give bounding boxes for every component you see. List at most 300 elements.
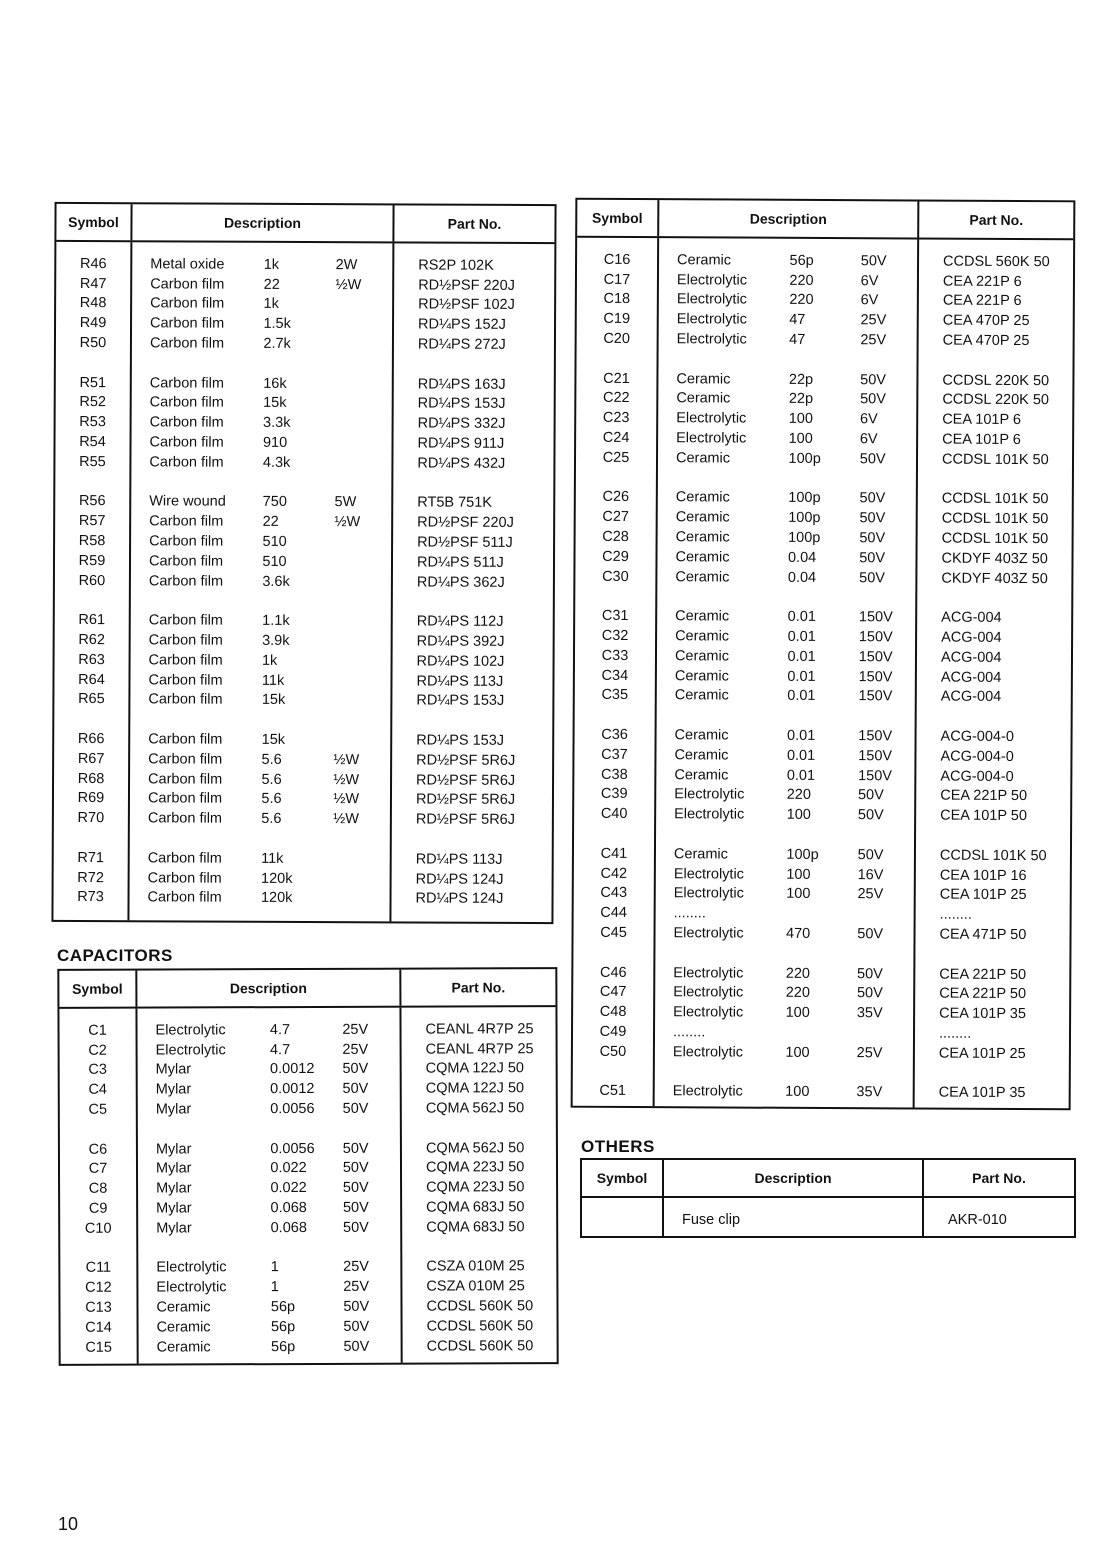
symbol-cell: R55	[79, 453, 106, 470]
table-row	[574, 903, 654, 923]
type-cell: Mylar	[155, 1101, 192, 1118]
table-body	[573, 238, 1074, 1109]
type-cell: Carbon film	[148, 632, 223, 649]
table-row	[658, 488, 916, 509]
table-row	[392, 869, 552, 889]
type-cell: Ceramic	[675, 450, 731, 467]
rating-cell: 50V	[342, 1199, 369, 1216]
type-cell: Ceramic	[675, 628, 730, 645]
table-row	[915, 925, 1069, 946]
value-cell: 220	[786, 787, 812, 804]
table-row	[574, 883, 654, 903]
table-header	[56, 204, 554, 244]
table-row	[55, 571, 129, 591]
table-row	[917, 608, 1071, 629]
rating-cell: 6V	[860, 292, 879, 309]
table-row	[393, 533, 553, 553]
table-row	[657, 686, 915, 707]
table-row	[132, 274, 392, 295]
table-row	[655, 983, 913, 1004]
table-row	[132, 353, 392, 374]
symbol-header: Symbol	[72, 980, 123, 997]
value-cell: 100	[788, 430, 813, 448]
part-no-cell: RD¼PS 153J	[416, 692, 505, 710]
rating-cell: 25V	[860, 332, 887, 349]
value-cell: 220	[789, 292, 814, 309]
type-cell: Carbon film	[148, 731, 223, 748]
table-row	[576, 349, 656, 369]
table-row	[657, 567, 915, 588]
type-cell: Carbon film	[147, 850, 222, 867]
rating-cell: 16V	[857, 866, 884, 883]
type-cell: Ceramic	[677, 252, 732, 269]
symbol-cell: R61	[78, 612, 106, 629]
symbol-cell: C10	[84, 1220, 112, 1237]
description-column	[662, 1198, 922, 1236]
table-row	[574, 863, 654, 883]
type-cell: Carbon film	[148, 751, 223, 768]
symbol-cell: R69	[77, 790, 105, 807]
symbol-cell: R46	[79, 255, 107, 273]
table-row	[574, 764, 654, 784]
type-cell: Mylar	[155, 1081, 192, 1098]
symbol-cell: C41	[600, 845, 628, 862]
table-row	[657, 547, 915, 568]
table-row	[132, 333, 392, 354]
table-row	[656, 804, 914, 825]
part-no-column	[913, 239, 1074, 1108]
table-row	[138, 1079, 400, 1100]
part-no-cell: RD¼PS 272J	[417, 336, 506, 353]
symbol-cell: C19	[603, 311, 631, 328]
table-row	[657, 725, 915, 746]
part-no-cell: CEA 101P 35	[939, 1005, 1026, 1023]
symbol-cell: C4	[88, 1081, 108, 1099]
table-row	[55, 432, 129, 452]
value-cell: 15k	[261, 692, 286, 709]
table-row	[576, 368, 656, 388]
table-row	[130, 828, 390, 849]
rating-cell: ½W	[333, 791, 360, 808]
symbol-cell: C45	[600, 924, 627, 941]
value-cell: 5.6	[261, 791, 282, 808]
table-row	[402, 1079, 556, 1099]
type-cell: Electrolytic	[674, 806, 745, 823]
table-row	[56, 412, 130, 432]
value-cell: 15k	[261, 731, 286, 748]
rating-cell: 6V	[859, 411, 878, 428]
part-no-cell: RD¼PS 102J	[416, 653, 505, 670]
type-cell: Electrolytic	[673, 984, 744, 1001]
symbol-cell: C35	[601, 687, 629, 704]
table-row	[573, 943, 653, 963]
rating-cell: 150V	[858, 767, 893, 784]
table-row	[919, 271, 1073, 292]
type-cell: Mylar	[155, 1141, 192, 1158]
type-cell: Ceramic	[675, 608, 730, 625]
symbol-cell: R66	[77, 731, 105, 748]
table-row	[392, 691, 552, 711]
symbol-cell: C29	[602, 548, 629, 565]
table-header	[59, 969, 555, 1009]
description-column	[135, 1008, 400, 1364]
rating-cell: 50V	[857, 846, 884, 864]
rating-cell: 50V	[342, 1160, 369, 1177]
symbol-cell: C23	[602, 410, 630, 427]
value-cell: 11k	[261, 672, 285, 689]
value-cell: 120k	[261, 870, 293, 887]
value-cell: 1.1k	[262, 613, 290, 630]
table-row	[658, 409, 916, 430]
table-row	[131, 452, 391, 473]
type-cell: Carbon film	[148, 652, 223, 669]
type-cell: Carbon film	[149, 454, 224, 471]
rating-cell: ½W	[333, 811, 359, 828]
table-row	[55, 590, 129, 610]
table-row	[916, 786, 1070, 807]
table-row	[918, 410, 1072, 431]
table-row	[60, 1139, 136, 1159]
rating-cell: 25V	[342, 1041, 369, 1058]
table-row	[915, 1024, 1069, 1045]
value-cell: 0.0012	[270, 1061, 315, 1078]
table-row	[576, 467, 656, 487]
table-row	[657, 705, 915, 726]
symbol-cell: C12	[85, 1279, 112, 1297]
type-cell: Electrolytic	[676, 271, 748, 289]
symbol-cell: R51	[79, 374, 107, 391]
part-no-cell: CEA 101P 35	[938, 1084, 1026, 1102]
symbol-cell: R57	[78, 513, 106, 530]
part-no-cell: RD¼PS 152J	[418, 316, 506, 334]
type-cell: Carbon film	[149, 394, 224, 412]
value-cell: 56p	[270, 1338, 296, 1355]
value-cell: 0.022	[270, 1160, 307, 1177]
table-row	[574, 804, 654, 824]
table-row	[393, 632, 553, 652]
value-cell: 0.01	[787, 609, 816, 626]
table-row	[916, 885, 1070, 906]
table-row	[138, 1198, 400, 1219]
table-row	[919, 311, 1073, 332]
table-row	[56, 294, 130, 314]
table-row	[657, 587, 915, 608]
table-row	[55, 452, 129, 472]
table-row	[917, 647, 1071, 668]
table-row	[573, 1061, 653, 1081]
type-cell: Carbon film	[148, 553, 224, 570]
rating-cell: 35V	[856, 1005, 883, 1022]
table-row	[573, 1081, 653, 1101]
table-row	[573, 923, 653, 943]
part-no-cell: CCDSL 101K 50	[941, 451, 1049, 469]
type-cell: Ceramic	[674, 766, 729, 784]
table-row	[394, 315, 554, 335]
rating-cell: 50V	[859, 451, 886, 468]
table-row	[915, 1043, 1069, 1064]
table-row	[656, 765, 914, 786]
table-row	[54, 709, 128, 729]
part-no-cell: RT5B 751K	[417, 494, 493, 512]
table-row	[393, 572, 553, 592]
table-row	[138, 1237, 400, 1258]
table-row	[575, 566, 655, 586]
symbol-cell: R58	[78, 533, 106, 550]
rating-cell: 150V	[858, 728, 893, 745]
table-row	[659, 290, 917, 311]
part-no-cell: CEA 101P 25	[938, 1045, 1026, 1062]
table-row	[658, 527, 916, 548]
value-cell: 4.7	[269, 1041, 291, 1058]
value-cell: 1k	[263, 296, 279, 313]
part-no-cell: CQMA 562J 50	[425, 1139, 525, 1157]
table-row	[918, 469, 1072, 490]
table-row	[55, 551, 129, 571]
symbol-cell: C32	[601, 627, 629, 645]
table-row	[60, 1179, 136, 1199]
table-row	[574, 824, 654, 844]
table-row	[657, 626, 915, 647]
value-cell: 100	[785, 1044, 810, 1061]
type-cell: Electrolytic	[155, 1022, 226, 1039]
table-row	[393, 513, 553, 533]
rating-cell: 50V	[342, 1180, 369, 1197]
table-row	[657, 646, 915, 667]
table-row	[61, 1337, 137, 1357]
type-cell: Ceramic	[674, 667, 729, 685]
rating-cell: 50V	[856, 985, 883, 1002]
type-cell: Metal oxide	[150, 256, 225, 273]
type-cell: Carbon film	[148, 671, 223, 689]
value-cell: 47	[789, 331, 806, 348]
table-row	[139, 1317, 401, 1338]
table-row	[393, 453, 553, 473]
table-row	[56, 313, 130, 333]
rating-cell: 50V	[342, 1219, 369, 1236]
table-row	[655, 923, 913, 944]
symbol-cell: C3	[88, 1062, 107, 1079]
table-row	[656, 745, 914, 766]
type-cell: Carbon film	[149, 374, 224, 392]
table-row	[392, 750, 552, 770]
value-cell: 0.04	[787, 549, 817, 566]
rating-cell: 150V	[858, 629, 893, 646]
table-row	[54, 808, 128, 828]
description-header: Description	[135, 970, 399, 1007]
value-cell: 1k	[263, 256, 280, 273]
table-row	[394, 414, 554, 434]
type-cell: Electrolytic	[673, 964, 744, 982]
value-cell: 0.01	[787, 727, 816, 744]
part-no-cell: CCDSL 220K 50	[942, 392, 1050, 409]
symbol-cell: R64	[78, 671, 105, 688]
table-row	[402, 1118, 556, 1138]
type-cell: Ceramic	[675, 549, 730, 566]
rating-cell: 25V	[343, 1259, 370, 1276]
table-row	[55, 630, 129, 650]
symbol-cell: C21	[603, 370, 630, 387]
table-row	[575, 626, 655, 646]
table-row	[392, 790, 552, 810]
table-row	[916, 826, 1070, 847]
value-cell: 100	[788, 411, 813, 428]
table-row	[132, 294, 392, 315]
part-no-cell: RD¼PS 511J	[416, 554, 504, 571]
value-cell: 910	[262, 434, 288, 451]
table-row	[656, 903, 914, 924]
symbol-header: Symbol	[68, 213, 119, 231]
part-no-header: Part No.	[399, 969, 555, 1006]
table-row	[573, 962, 653, 982]
type-cell: Mylar	[155, 1160, 192, 1177]
symbol-cell: R54	[79, 434, 106, 451]
symbol-cell: C22	[602, 390, 630, 407]
symbol-cell: R50	[79, 335, 107, 352]
table-row	[573, 1002, 653, 1022]
table-row	[130, 809, 390, 830]
value-cell: 100p	[788, 529, 821, 547]
symbol-cell: C27	[602, 509, 630, 526]
table-row	[918, 350, 1072, 371]
part-no-cell: CCDSL 101K 50	[941, 510, 1049, 528]
table-row	[656, 785, 914, 806]
part-no-header: Part No.	[392, 205, 554, 242]
table-row	[658, 389, 916, 410]
symbol-cell: C17	[603, 271, 631, 288]
table-row	[394, 394, 554, 414]
table-row	[917, 707, 1071, 728]
value-cell: 47	[789, 312, 806, 329]
table-row	[918, 430, 1072, 451]
table-row	[916, 845, 1070, 866]
type-cell: Carbon film	[147, 810, 223, 827]
value-cell: 0.01	[787, 648, 816, 665]
table-row	[130, 868, 390, 889]
symbol-cell: R68	[77, 770, 105, 787]
table-row	[132, 314, 392, 335]
table-row	[919, 291, 1073, 312]
value-cell: 22p	[788, 391, 814, 408]
rating-cell: 6V	[860, 272, 879, 289]
table-row	[577, 250, 657, 270]
table-row	[658, 448, 916, 469]
rating-cell: 50V	[343, 1298, 370, 1315]
value-cell: 100	[786, 886, 811, 903]
type-cell: Carbon film	[149, 335, 225, 352]
value-cell: 22	[263, 276, 280, 293]
type-cell: Electrolytic	[156, 1259, 227, 1276]
symbol-cell: R62	[78, 632, 105, 649]
type-cell: Ceramic	[675, 489, 730, 506]
part-no-cell: RD¼PS 362J	[416, 574, 505, 591]
value-cell: 750	[262, 494, 287, 511]
table-row	[131, 472, 391, 493]
type-cell: Carbon film	[148, 572, 224, 590]
value-cell: 100	[786, 866, 811, 883]
type-cell: Carbon film	[148, 612, 223, 629]
table-row	[402, 1178, 556, 1198]
table-body	[53, 242, 554, 922]
table-row	[129, 888, 389, 909]
symbol-cell: C51	[599, 1083, 627, 1100]
table-row	[915, 1063, 1069, 1084]
rating-cell: 25V	[856, 1044, 883, 1062]
symbol-cell: C50	[599, 1043, 627, 1060]
value-cell: 120k	[260, 890, 293, 907]
table-row	[658, 468, 916, 489]
symbol-cell: C1	[88, 1022, 107, 1039]
table-row	[658, 428, 916, 449]
type-cell: Electrolytic	[673, 885, 744, 902]
symbol-cell: R70	[77, 810, 105, 827]
table-row	[577, 270, 657, 290]
table-row	[575, 606, 655, 626]
type-cell: Carbon film	[149, 533, 224, 550]
type-cell: Ceramic	[673, 846, 728, 863]
part-no-cell: RD¼PS 911J	[417, 435, 505, 452]
description-column	[653, 238, 918, 1107]
rating-cell: 25V	[860, 312, 887, 329]
type-cell: Fuse clip	[682, 1211, 741, 1228]
value-cell: 22p	[788, 371, 814, 388]
value-cell: 1.5k	[263, 316, 291, 333]
part-no-cell: ACG-004	[941, 609, 1002, 627]
table-row	[131, 630, 391, 651]
table-row	[918, 370, 1072, 391]
table-row	[658, 369, 916, 390]
type-cell: Ceramic	[156, 1299, 211, 1316]
value-cell: 2.7k	[263, 335, 291, 353]
symbol-cell: C2	[88, 1042, 107, 1059]
table-row	[917, 727, 1071, 748]
part-no-cell: CEA 101P 16	[939, 867, 1027, 884]
value-cell: 4.7	[269, 1021, 291, 1039]
part-no-cell: RD½PSF 220J	[418, 277, 515, 294]
value-cell: 0.0056	[270, 1140, 315, 1157]
capacitors-table	[57, 967, 558, 1366]
table-row	[55, 472, 129, 492]
table-row	[575, 665, 655, 685]
symbol-cell: R49	[79, 315, 107, 332]
rating-cell: 50V	[342, 1061, 369, 1078]
type-cell: Electrolytic	[676, 311, 747, 328]
table-row	[655, 963, 913, 984]
rating-cell: 150V	[858, 668, 893, 685]
type-cell: Electrolytic	[155, 1041, 226, 1059]
page-number: 10	[58, 1514, 79, 1534]
table-row	[924, 1210, 1074, 1230]
part-no-cell: RD¼PS 332J	[417, 415, 506, 433]
type-cell: Carbon film	[147, 889, 222, 907]
table-row	[392, 770, 552, 790]
rating-cell: 150V	[858, 747, 893, 765]
value-cell: 3.6k	[262, 573, 290, 590]
table-row	[393, 651, 553, 671]
table-row	[130, 749, 390, 770]
table-row	[401, 1019, 555, 1039]
table-row	[54, 828, 128, 848]
table-row	[576, 527, 656, 547]
part-no-cell: CCDSL 560K 50	[426, 1318, 534, 1335]
table-row	[915, 964, 1069, 985]
table-row	[657, 666, 915, 687]
table-row	[60, 1080, 136, 1100]
table-row	[575, 705, 655, 725]
value-cell: 4.3k	[262, 454, 291, 471]
type-cell: Carbon film	[147, 790, 223, 808]
table-row	[130, 710, 390, 731]
table-row	[54, 670, 128, 690]
